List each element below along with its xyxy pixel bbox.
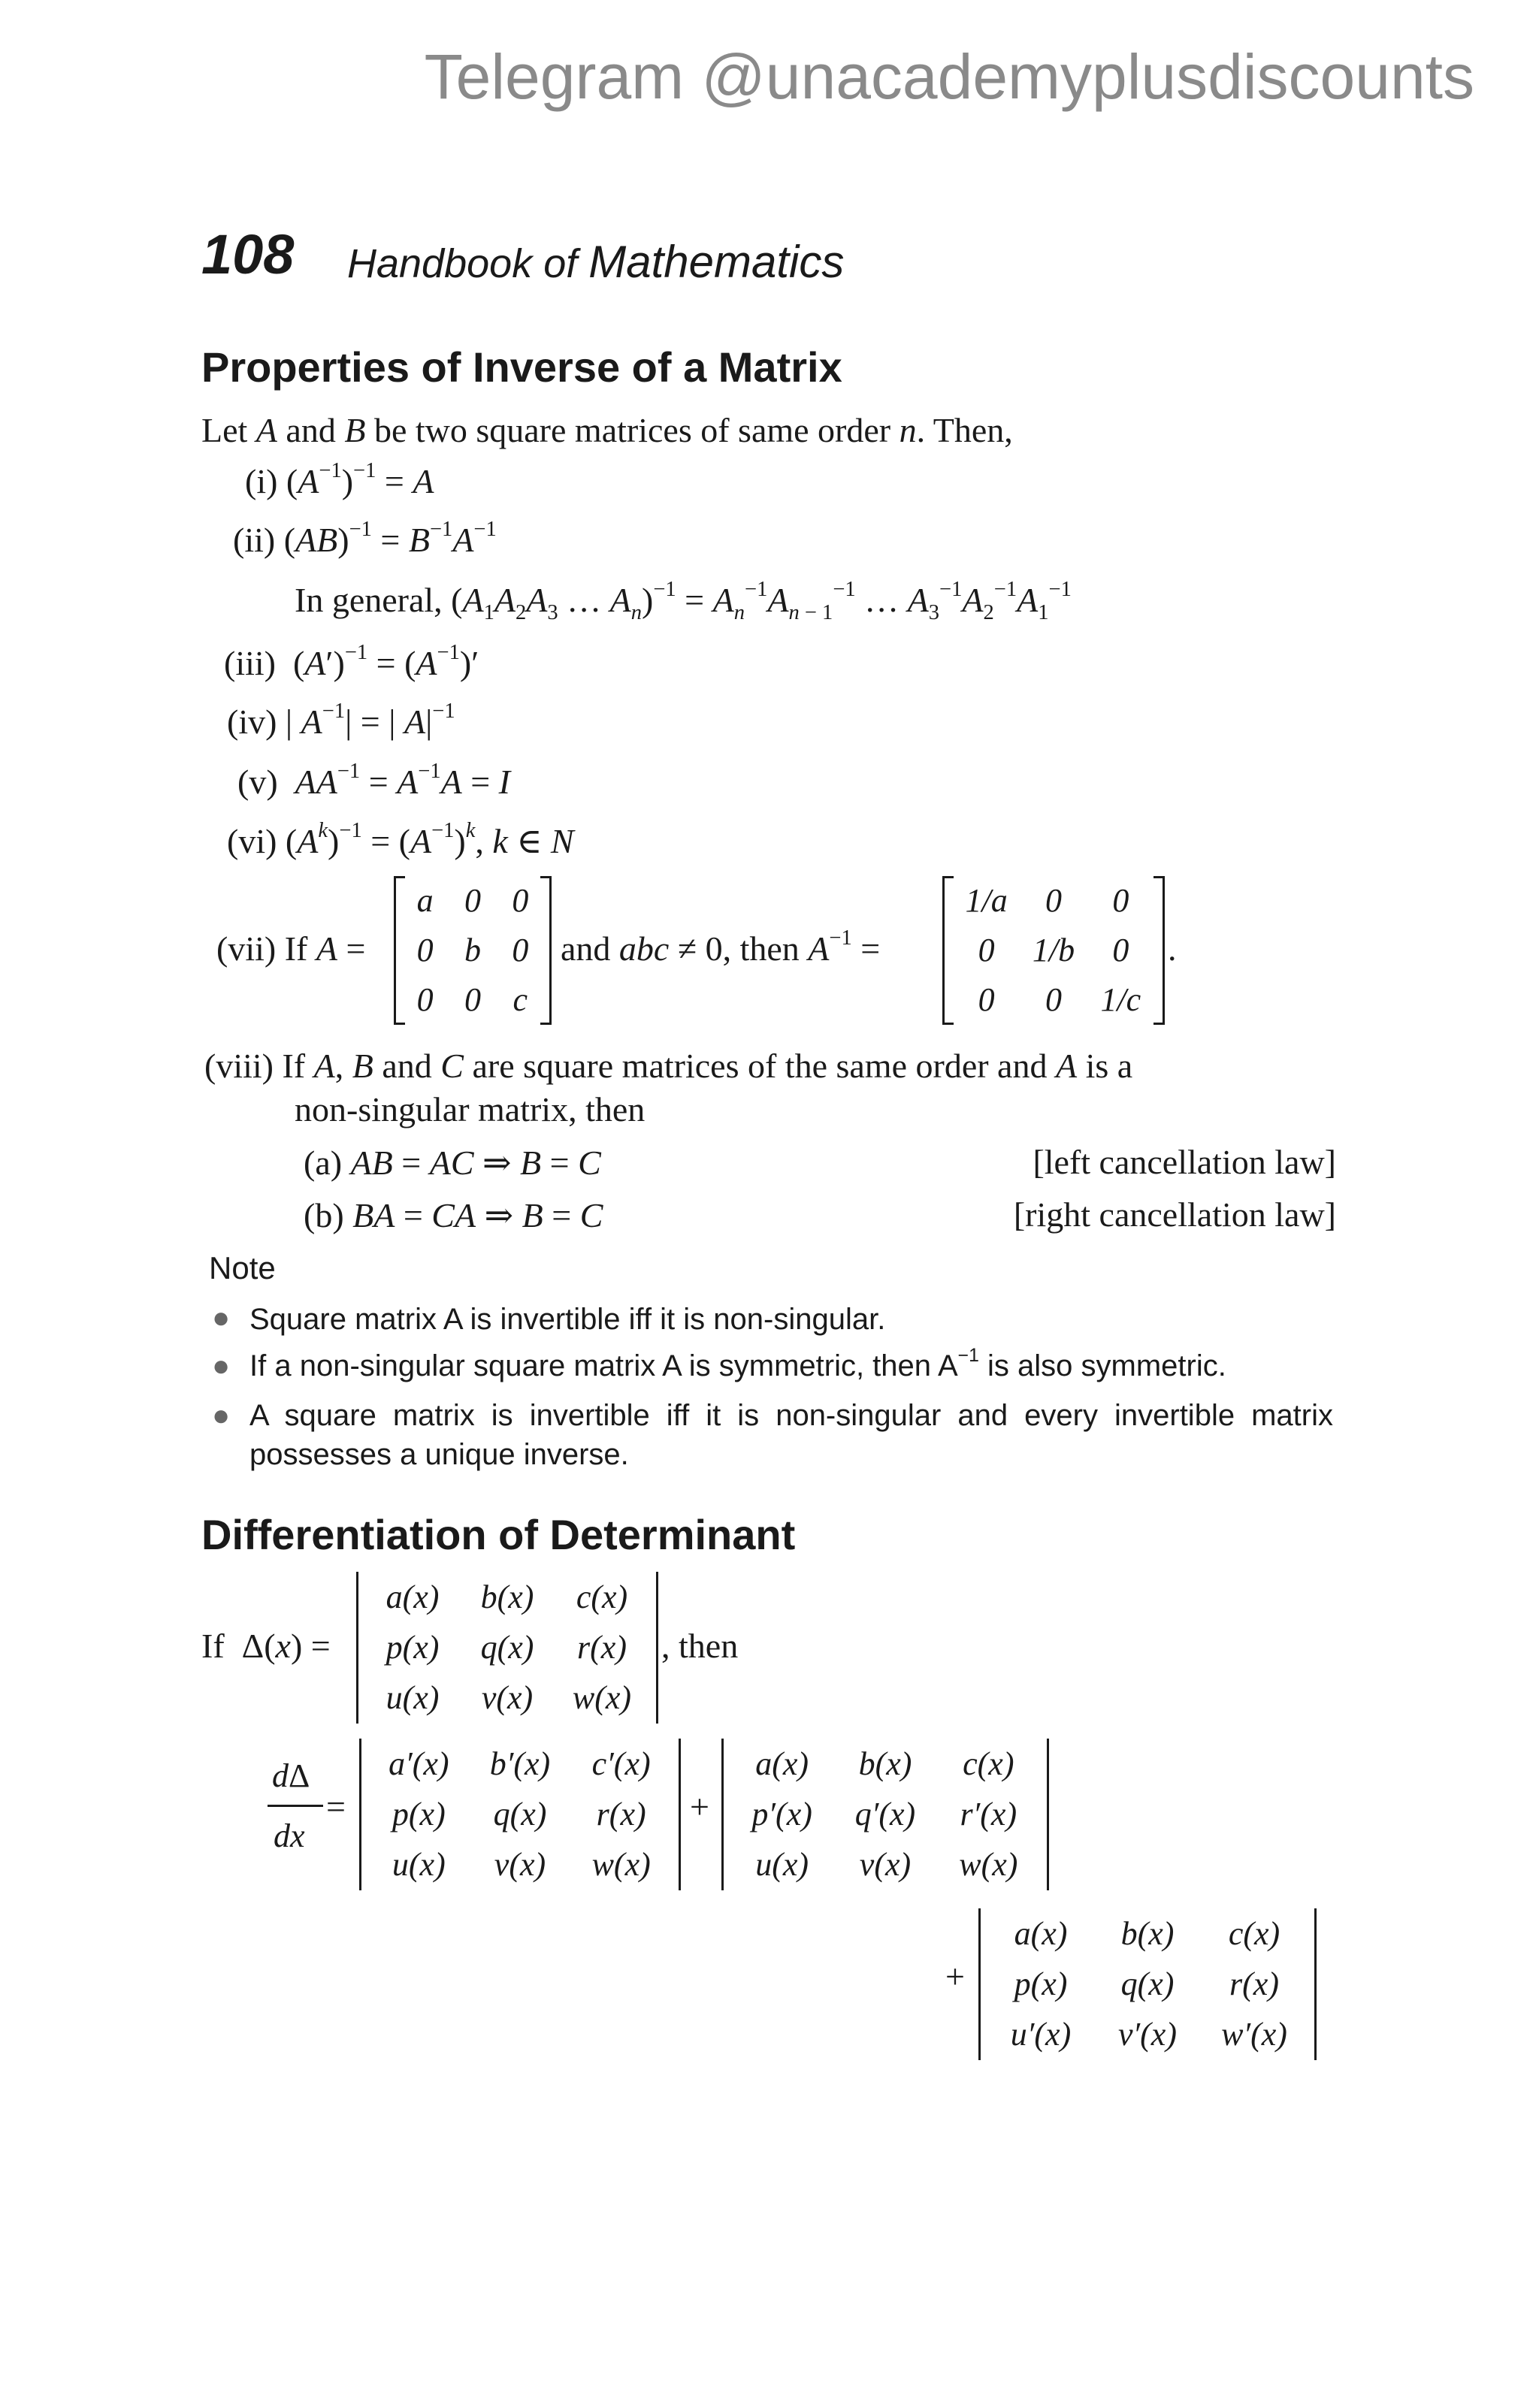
- property-ii-general: In general, ($A_1A_2A_3$ … $A_n)^{-1} = A_n^{-1}A_{n - 1}^{-1}$ … $A_3^{-1}A_2^{-1}A_1^{-1}$: [295, 577, 1072, 624]
- note-item-2: If a non-singular square matrix A is symmetric, then $A^{-1}$ is also symmetric.: [249, 1346, 1226, 1382]
- section-title-differentiation: Differentiation of Determinant: [201, 1511, 796, 1558]
- property-vii-mid: and abc ≠ 0, then $A^{-1}$ =: [561, 926, 881, 968]
- cell-r2-c2: 1/b: [1032, 932, 1075, 968]
- cell-r3-c2: v(x): [481, 1679, 534, 1717]
- bullet-dot-1: ●: [212, 1301, 231, 1334]
- determinant-delta: [356, 1572, 658, 1724]
- property-iv: (iv) | $A^{-1}|$ = | $A|^{-1}$: [227, 699, 455, 741]
- vii-and: and: [561, 929, 611, 968]
- property-viii-line2: non-singular matrix, then: [295, 1090, 646, 1128]
- watermark: Telegram @unacademyplusdiscounts: [424, 41, 1474, 112]
- cell-r2-c3: r′(x): [960, 1796, 1017, 1832]
- cell-r1-c1: a(x): [386, 1578, 440, 1615]
- cell-r1-c1: a(x): [1014, 1914, 1068, 1952]
- plus-sign-2: +: [945, 1957, 965, 1996]
- property-i: (i) $(A^{-1})^{-1} = A$: [245, 458, 434, 500]
- cell-r1-c2: b(x): [858, 1745, 912, 1782]
- cell-r3-c3: w(x): [591, 1846, 651, 1884]
- cell-r1-c1: a: [416, 882, 434, 919]
- cell-r1-c2: b′(x): [489, 1745, 551, 1782]
- cell-r1-c3: c′(x): [591, 1745, 651, 1782]
- cell-r1-c1: a′(x): [389, 1745, 449, 1782]
- cell-r3-c3: 1/c: [1100, 981, 1141, 1018]
- cell-r1-c1: a(x): [755, 1745, 809, 1782]
- matrix-bracket-right: [1153, 876, 1165, 1025]
- cell-r2-c2: q′(x): [854, 1796, 916, 1832]
- property-viii-line1: (viii) If A, B and C are square matrices of the same order and A is a: [204, 1047, 1133, 1085]
- if-label: If: [201, 1627, 225, 1665]
- cell-r2-c2: q(x): [493, 1796, 547, 1832]
- cell-r3-c3: w′(x): [1221, 2016, 1287, 2053]
- cell-r3-c2: v′(x): [1118, 2016, 1177, 2053]
- cell-r3-c1: 0: [416, 981, 434, 1018]
- right-cancellation-law: [right cancellation law]: [1013, 1195, 1336, 1234]
- label-a: (a): [304, 1144, 343, 1182]
- matrix-bracket-left: [942, 876, 954, 1025]
- label-ii: (ii): [233, 521, 276, 559]
- cell-r3-c1: u(x): [392, 1846, 446, 1884]
- if-delta-lead: If Δ(x) =: [201, 1627, 331, 1665]
- cell-r2-c2: q(x): [1120, 1965, 1175, 2002]
- property-vii-lead: (vii) If A =: [216, 929, 366, 968]
- general-prefix: In general,: [295, 581, 443, 619]
- cell-r3-c2: v(x): [859, 1846, 912, 1884]
- cell-r2-c3: r(x): [1229, 1965, 1279, 2002]
- cell-r3-c1: u′(x): [1010, 2016, 1072, 2053]
- property-viii-a: (a) AB = AC ⇒ B = C: [304, 1144, 601, 1182]
- cell-r2-c2: b: [464, 932, 481, 968]
- det-bar-left: [978, 1908, 981, 2060]
- note-item-1: Square matrix A is invertible iff it is non-singular.: [249, 1303, 886, 1336]
- section-title-inverse: Properties of Inverse of a Matrix: [201, 343, 842, 391]
- cell-r2-c1: p(x): [1014, 1965, 1068, 2002]
- vii-period: .: [1168, 929, 1177, 968]
- cell-r2-c1: 0: [416, 932, 434, 968]
- book-title-main: Mathematics: [588, 237, 845, 287]
- property-ii: (ii) $(AB)^{-1} = B^{-1}A^{-1}$: [233, 517, 497, 559]
- vii-then: , then: [722, 929, 800, 968]
- property-v: (v) $AA^{-1} = A^{-1}A = I$: [237, 759, 510, 801]
- cell-r1-c1: 1/a: [965, 882, 1008, 919]
- note-item-3-cont: possesses a unique inverse.: [249, 1438, 629, 1471]
- note-item-2-tail: is also symmetric.: [978, 1349, 1226, 1382]
- plus-sign-1: +: [690, 1787, 709, 1826]
- derivative-numerator: dΔ: [272, 1757, 310, 1794]
- cell-r1-c3: 0: [512, 882, 529, 919]
- det-bar-left: [721, 1739, 724, 1890]
- page-number: 108: [201, 223, 295, 286]
- cell-r1-c2: b(x): [480, 1578, 534, 1615]
- cell-r2-c3: r(x): [577, 1629, 627, 1666]
- cell-r3-c3: c: [512, 981, 528, 1018]
- det-bar-left: [359, 1739, 361, 1890]
- cell-r2-c1: p′(x): [751, 1796, 812, 1832]
- label-v: (v): [237, 763, 278, 801]
- intro-line: Let A and B be two square matrices of same order n. Then,: [201, 411, 1013, 449]
- property-vi: (vi) $(A^k)^{-1} = (A^{-1})^k$, k ∈ N: [227, 818, 574, 860]
- det-bar-left: [356, 1572, 358, 1724]
- cell-r1-c3: 0: [1112, 882, 1129, 919]
- note-heading: Note: [209, 1250, 276, 1286]
- cell-r3-c3: w(x): [959, 1846, 1018, 1884]
- det-bar-right: [679, 1739, 681, 1890]
- book-title-prefix: Handbook of: [347, 241, 578, 286]
- cell-r3-c3: w(x): [572, 1679, 632, 1717]
- cell-r3-c2: v(x): [494, 1846, 546, 1884]
- det-bar-right: [1047, 1739, 1049, 1890]
- label-iv: (iv): [227, 702, 277, 741]
- cell-r1-c3: c(x): [1228, 1914, 1280, 1952]
- cell-r2-c3: 0: [1112, 932, 1129, 968]
- note-item-2-text: If a non-singular square matrix A is symmetric, then A: [249, 1349, 958, 1382]
- label-b: (b): [304, 1196, 344, 1234]
- cell-r3-c2: 0: [464, 981, 481, 1018]
- label-iii: (iii): [224, 644, 276, 682]
- matrix-a-inverse: [942, 876, 1165, 1025]
- cell-r1-c2: 0: [464, 882, 481, 919]
- property-viii-b: (b) BA = CA ⇒ B = C: [304, 1196, 603, 1234]
- derivative-denominator: dx: [274, 1817, 305, 1854]
- note-item-3: A square matrix is invertible iff it is non-singular and every invertible matrix: [249, 1399, 1333, 1432]
- det-bar-right: [656, 1572, 658, 1724]
- label-vi: (vi): [227, 822, 277, 860]
- cell-r2-c1: p(x): [386, 1629, 440, 1666]
- equals-sign: =: [326, 1787, 346, 1826]
- label-i: (i): [245, 462, 278, 500]
- cell-r1-c3: c(x): [963, 1745, 1014, 1782]
- cell-r2-c3: 0: [512, 932, 529, 968]
- label-viii: (viii): [204, 1047, 274, 1085]
- matrix-a: [394, 876, 552, 1025]
- property-iii: (iii) $(A')^{-1} = (A^{-1})'$: [224, 640, 479, 682]
- cell-r3-c1: 0: [978, 981, 995, 1018]
- cell-r3-c1: u(x): [755, 1846, 809, 1884]
- determinant-d2: [721, 1739, 1049, 1890]
- cell-r2-c1: p(x): [392, 1796, 446, 1832]
- cell-r3-c1: u(x): [386, 1679, 440, 1717]
- book-title: [347, 236, 844, 288]
- label-vii: (vii): [216, 929, 277, 968]
- cell-r1-c2: b(x): [1120, 1914, 1175, 1952]
- cell-r3-c2: 0: [1045, 981, 1062, 1018]
- vii-if: If: [284, 929, 308, 968]
- cell-r2-c2: q(x): [480, 1629, 534, 1666]
- left-cancellation-law: [left cancellation law]: [1033, 1143, 1336, 1181]
- bullet-dot-2: ●: [212, 1349, 231, 1382]
- cell-r1-c2: 0: [1045, 882, 1062, 919]
- det-bar-right: [1314, 1908, 1317, 2060]
- then-label: , then: [661, 1627, 739, 1665]
- determinant-d3: [978, 1908, 1317, 2060]
- cell-r1-c3: c(x): [576, 1578, 628, 1615]
- cell-r2-c1: 0: [978, 932, 995, 968]
- determinant-d1: [359, 1739, 681, 1890]
- derivative-fraction-bar: [268, 1805, 323, 1807]
- bullet-dot-3: ●: [212, 1399, 231, 1432]
- cell-r2-c3: r(x): [596, 1796, 646, 1832]
